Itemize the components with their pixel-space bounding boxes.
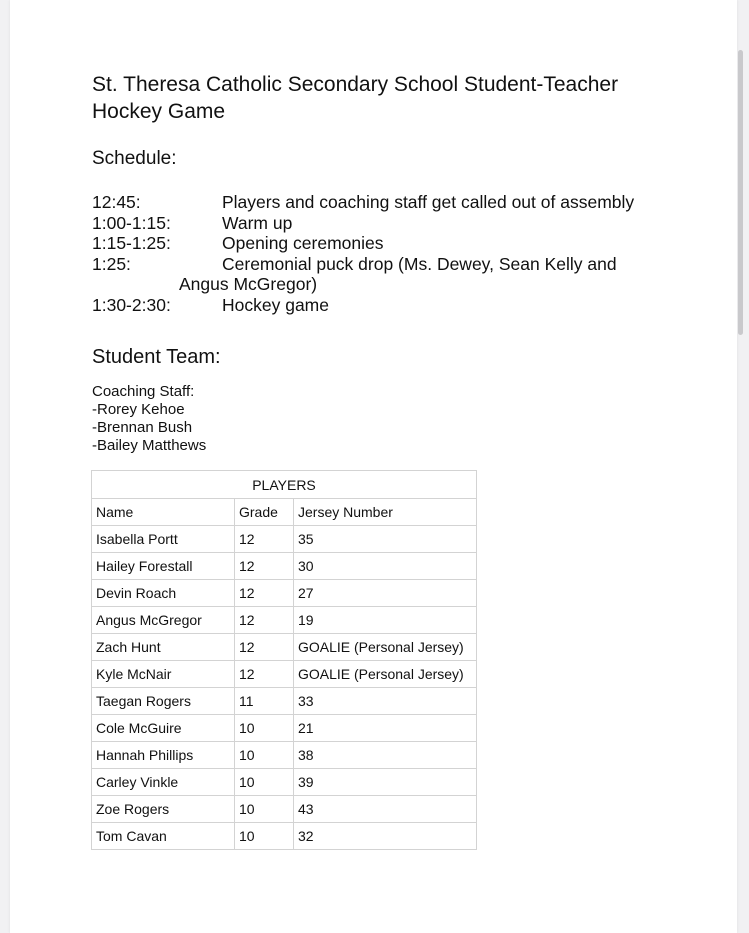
player-name: Cole McGuire [92, 715, 235, 742]
table-row [92, 823, 477, 850]
schedule-description: Opening ceremonies [222, 233, 384, 253]
player-name: Carley Vinkle [92, 769, 235, 796]
player-name: Zoe Rogers [92, 796, 235, 823]
schedule-description: Angus McGregor) [179, 274, 318, 294]
player-grade: 10 [235, 823, 294, 850]
player-name: Kyle McNair [92, 661, 235, 688]
table-row [92, 634, 477, 661]
schedule-list [92, 192, 712, 315]
player-name: Tom Cavan [92, 823, 235, 850]
coach-name: -Rorey Kehoe [92, 401, 185, 418]
player-grade: 10 [235, 742, 294, 769]
player-grade: 10 [235, 769, 294, 796]
player-jersey: 19 [294, 607, 477, 634]
schedule-time: 1:30-2:30: [92, 294, 171, 315]
table-header-row [92, 499, 477, 526]
coaching-staff [92, 383, 206, 455]
player-jersey: 38 [294, 742, 477, 769]
schedule-time: 1:25: [92, 253, 131, 274]
column-header-jersey: Jersey Number [294, 499, 477, 526]
schedule-time: 1:00-1:15: [92, 212, 171, 233]
table-row [92, 688, 477, 715]
schedule-description: Warm up [222, 212, 293, 233]
schedule-time: 12:45: [92, 192, 141, 212]
player-jersey: 27 [294, 580, 477, 607]
schedule-heading: Schedule: [92, 148, 177, 169]
coach-name: -Brennan Bush [92, 419, 193, 436]
table-row [92, 769, 477, 796]
player-name: Hailey Forestall [92, 553, 235, 580]
player-jersey: 32 [294, 823, 477, 850]
player-jersey: 43 [294, 796, 477, 823]
table-row [92, 580, 477, 607]
column-header-grade: Grade [235, 499, 294, 526]
table-row [92, 607, 477, 634]
document-title: St. Theresa Catholic Secondary School Student-Teacher Hockey Game [92, 73, 619, 123]
coaching-staff-label: Coaching Staff: [92, 383, 195, 400]
schedule-item-continuation [92, 274, 712, 295]
player-grade: 12 [235, 607, 294, 634]
table-row [92, 526, 477, 553]
schedule-description: Hockey game [222, 294, 329, 315]
player-jersey: GOALIE (Personal Jersey) [294, 661, 477, 688]
table-row [92, 796, 477, 823]
table-caption-row [92, 471, 477, 499]
schedule-item [92, 192, 712, 213]
player-jersey: 33 [294, 688, 477, 715]
vertical-scrollbar[interactable] [738, 50, 743, 335]
schedule-item [92, 295, 712, 316]
player-grade: 12 [235, 526, 294, 553]
schedule-description: Players and coaching staff get called out of assembly [222, 192, 635, 212]
player-jersey: 30 [294, 553, 477, 580]
player-jersey: 39 [294, 769, 477, 796]
player-grade: 12 [235, 661, 294, 688]
student-team-heading: Student Team: [92, 346, 221, 368]
table-row [92, 742, 477, 769]
schedule-description: Ceremonial puck drop (Ms. Dewey, Sean Kelly and [222, 253, 617, 274]
players-table [91, 470, 477, 850]
schedule-item [92, 213, 712, 234]
player-name: Angus McGregor [92, 607, 235, 634]
player-grade: 12 [235, 553, 294, 580]
player-grade: 12 [235, 580, 294, 607]
table-row [92, 553, 477, 580]
player-name: Devin Roach [92, 580, 235, 607]
player-name: Hannah Phillips [92, 742, 235, 769]
column-header-name: Name [92, 499, 235, 526]
player-name: Taegan Rogers [92, 688, 235, 715]
player-name: Zach Hunt [92, 634, 235, 661]
schedule-item [92, 254, 712, 275]
schedule-time: 1:15-1:25: [92, 233, 171, 253]
coach-name: -Bailey Matthews [92, 437, 207, 454]
table-caption: PLAYERS [92, 471, 477, 499]
table-row [92, 715, 477, 742]
player-jersey: 21 [294, 715, 477, 742]
player-jersey: GOALIE (Personal Jersey) [294, 634, 477, 661]
table-row [92, 661, 477, 688]
player-grade: 10 [235, 796, 294, 823]
player-grade: 11 [235, 688, 294, 715]
player-jersey: 35 [294, 526, 477, 553]
player-name: Isabella Portt [92, 526, 235, 553]
player-grade: 10 [235, 715, 294, 742]
schedule-item [92, 233, 712, 254]
player-grade: 12 [235, 634, 294, 661]
